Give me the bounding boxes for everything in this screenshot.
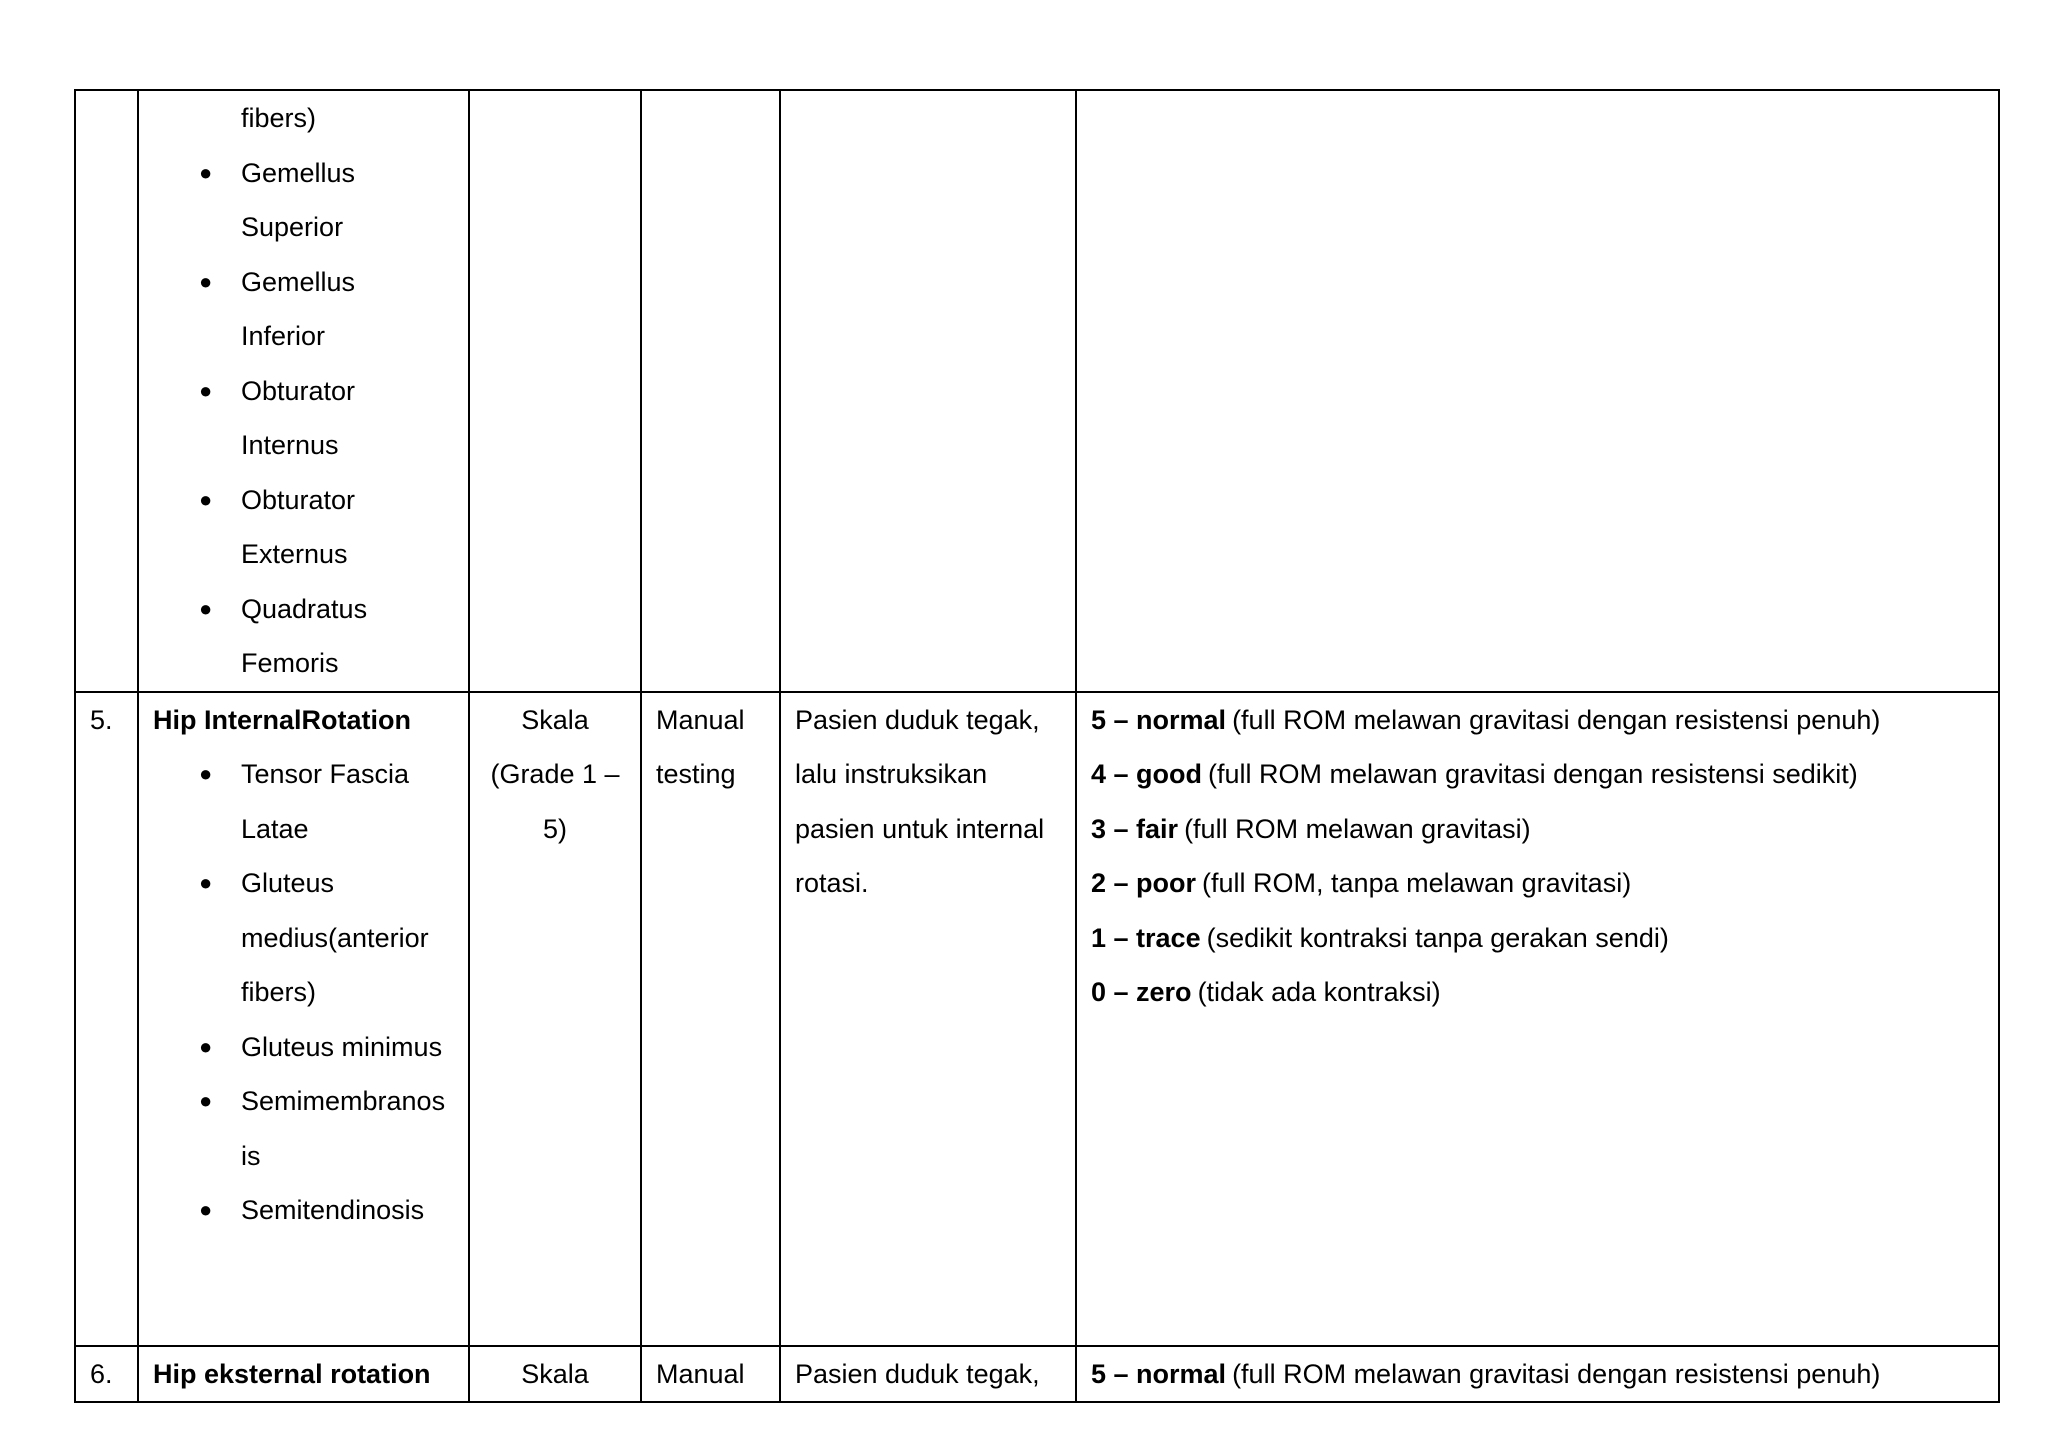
cell-grades [1076, 90, 1999, 692]
cell-muscles [138, 692, 469, 1346]
list-item: ● Obturator Externus [153, 473, 454, 582]
bullet-icon: ● [199, 486, 213, 512]
muscle-list [153, 747, 454, 1238]
list-item: ● Semitendinosis [153, 1183, 454, 1238]
cell-procedure [780, 90, 1076, 692]
bullet-icon: ● [199, 1197, 213, 1222]
cell-number: 5. [75, 692, 138, 1346]
table-row-continuation [75, 90, 1999, 692]
item-title: Hip InternalRotation [153, 704, 411, 735]
grade-line: 1 – trace (sedikit kontraksi tanpa gerakan sendi) [1091, 922, 1669, 953]
list-item: ● Semimembranosis [153, 1074, 454, 1183]
item-title: Hip eksternal rotation [138, 1346, 469, 1403]
cell-number: 6. [75, 1346, 138, 1403]
cell-procedure: Pasien duduk tegak, [780, 1346, 1076, 1403]
bullet-icon: ● [199, 870, 213, 895]
table-row-6 [75, 1346, 1999, 1403]
cell-scale: Skala [469, 1346, 641, 1403]
bullet-icon: ● [199, 595, 213, 621]
grade-line: 3 – fair (full ROM melawan gravitasi) [1091, 813, 1531, 844]
bullet-icon: ● [199, 1088, 213, 1113]
list-item: ● Obturator Internus [153, 364, 454, 473]
grade-line: 5 – normal (full ROM melawan gravitasi dengan resistensi penuh) [1091, 704, 1881, 735]
grade-line: 5 – normal (full ROM melawan gravitasi dengan resistensi penuh) [1091, 1358, 1881, 1389]
cell-scale: Skala (Grade 1 – 5) [469, 692, 641, 1346]
list-item: ● Gluteus medius(anterior fibers) [153, 856, 454, 1020]
grade-line: 0 – zero (tidak ada kontraksi) [1091, 977, 1441, 1007]
cell-method [641, 90, 780, 692]
cell-method: Manual testing [641, 692, 780, 1346]
bullet-icon: ● [199, 377, 213, 403]
cell-grades [1076, 692, 1999, 1346]
bullet-icon: ● [199, 761, 213, 786]
bullet-icon: ● [199, 159, 213, 185]
table-row-5 [75, 692, 1999, 1346]
bullet-icon: ● [199, 268, 213, 294]
continuation-text: fibers) [241, 103, 317, 133]
list-item: ● Tensor Fascia Latae [153, 747, 454, 856]
cell-muscles [138, 90, 469, 692]
bullet-icon: ● [199, 1033, 213, 1059]
cell-procedure: Pasien duduk tegak, lalu instruksikan pasien untuk internal rotasi. [780, 692, 1076, 1346]
cell-scale [469, 90, 641, 692]
cell-method: Manual [641, 1346, 780, 1403]
list-item: ● Quadratus Femoris [153, 582, 454, 691]
list-item: ● Gemellus Superior [153, 146, 454, 255]
muscle-list [153, 146, 454, 691]
grade-line: 2 – poor (full ROM, tanpa melawan gravitasi) [1091, 868, 1632, 898]
list-item: ● Gluteus minimus [153, 1020, 454, 1075]
grade-line: 4 – good (full ROM melawan gravitasi dengan resistensi sedikit) [1091, 759, 1858, 789]
cell-number [75, 90, 138, 692]
cell-grades [1076, 1346, 1999, 1403]
assessment-table [74, 89, 2000, 1403]
list-item: ● Gemellus Inferior [153, 255, 454, 364]
